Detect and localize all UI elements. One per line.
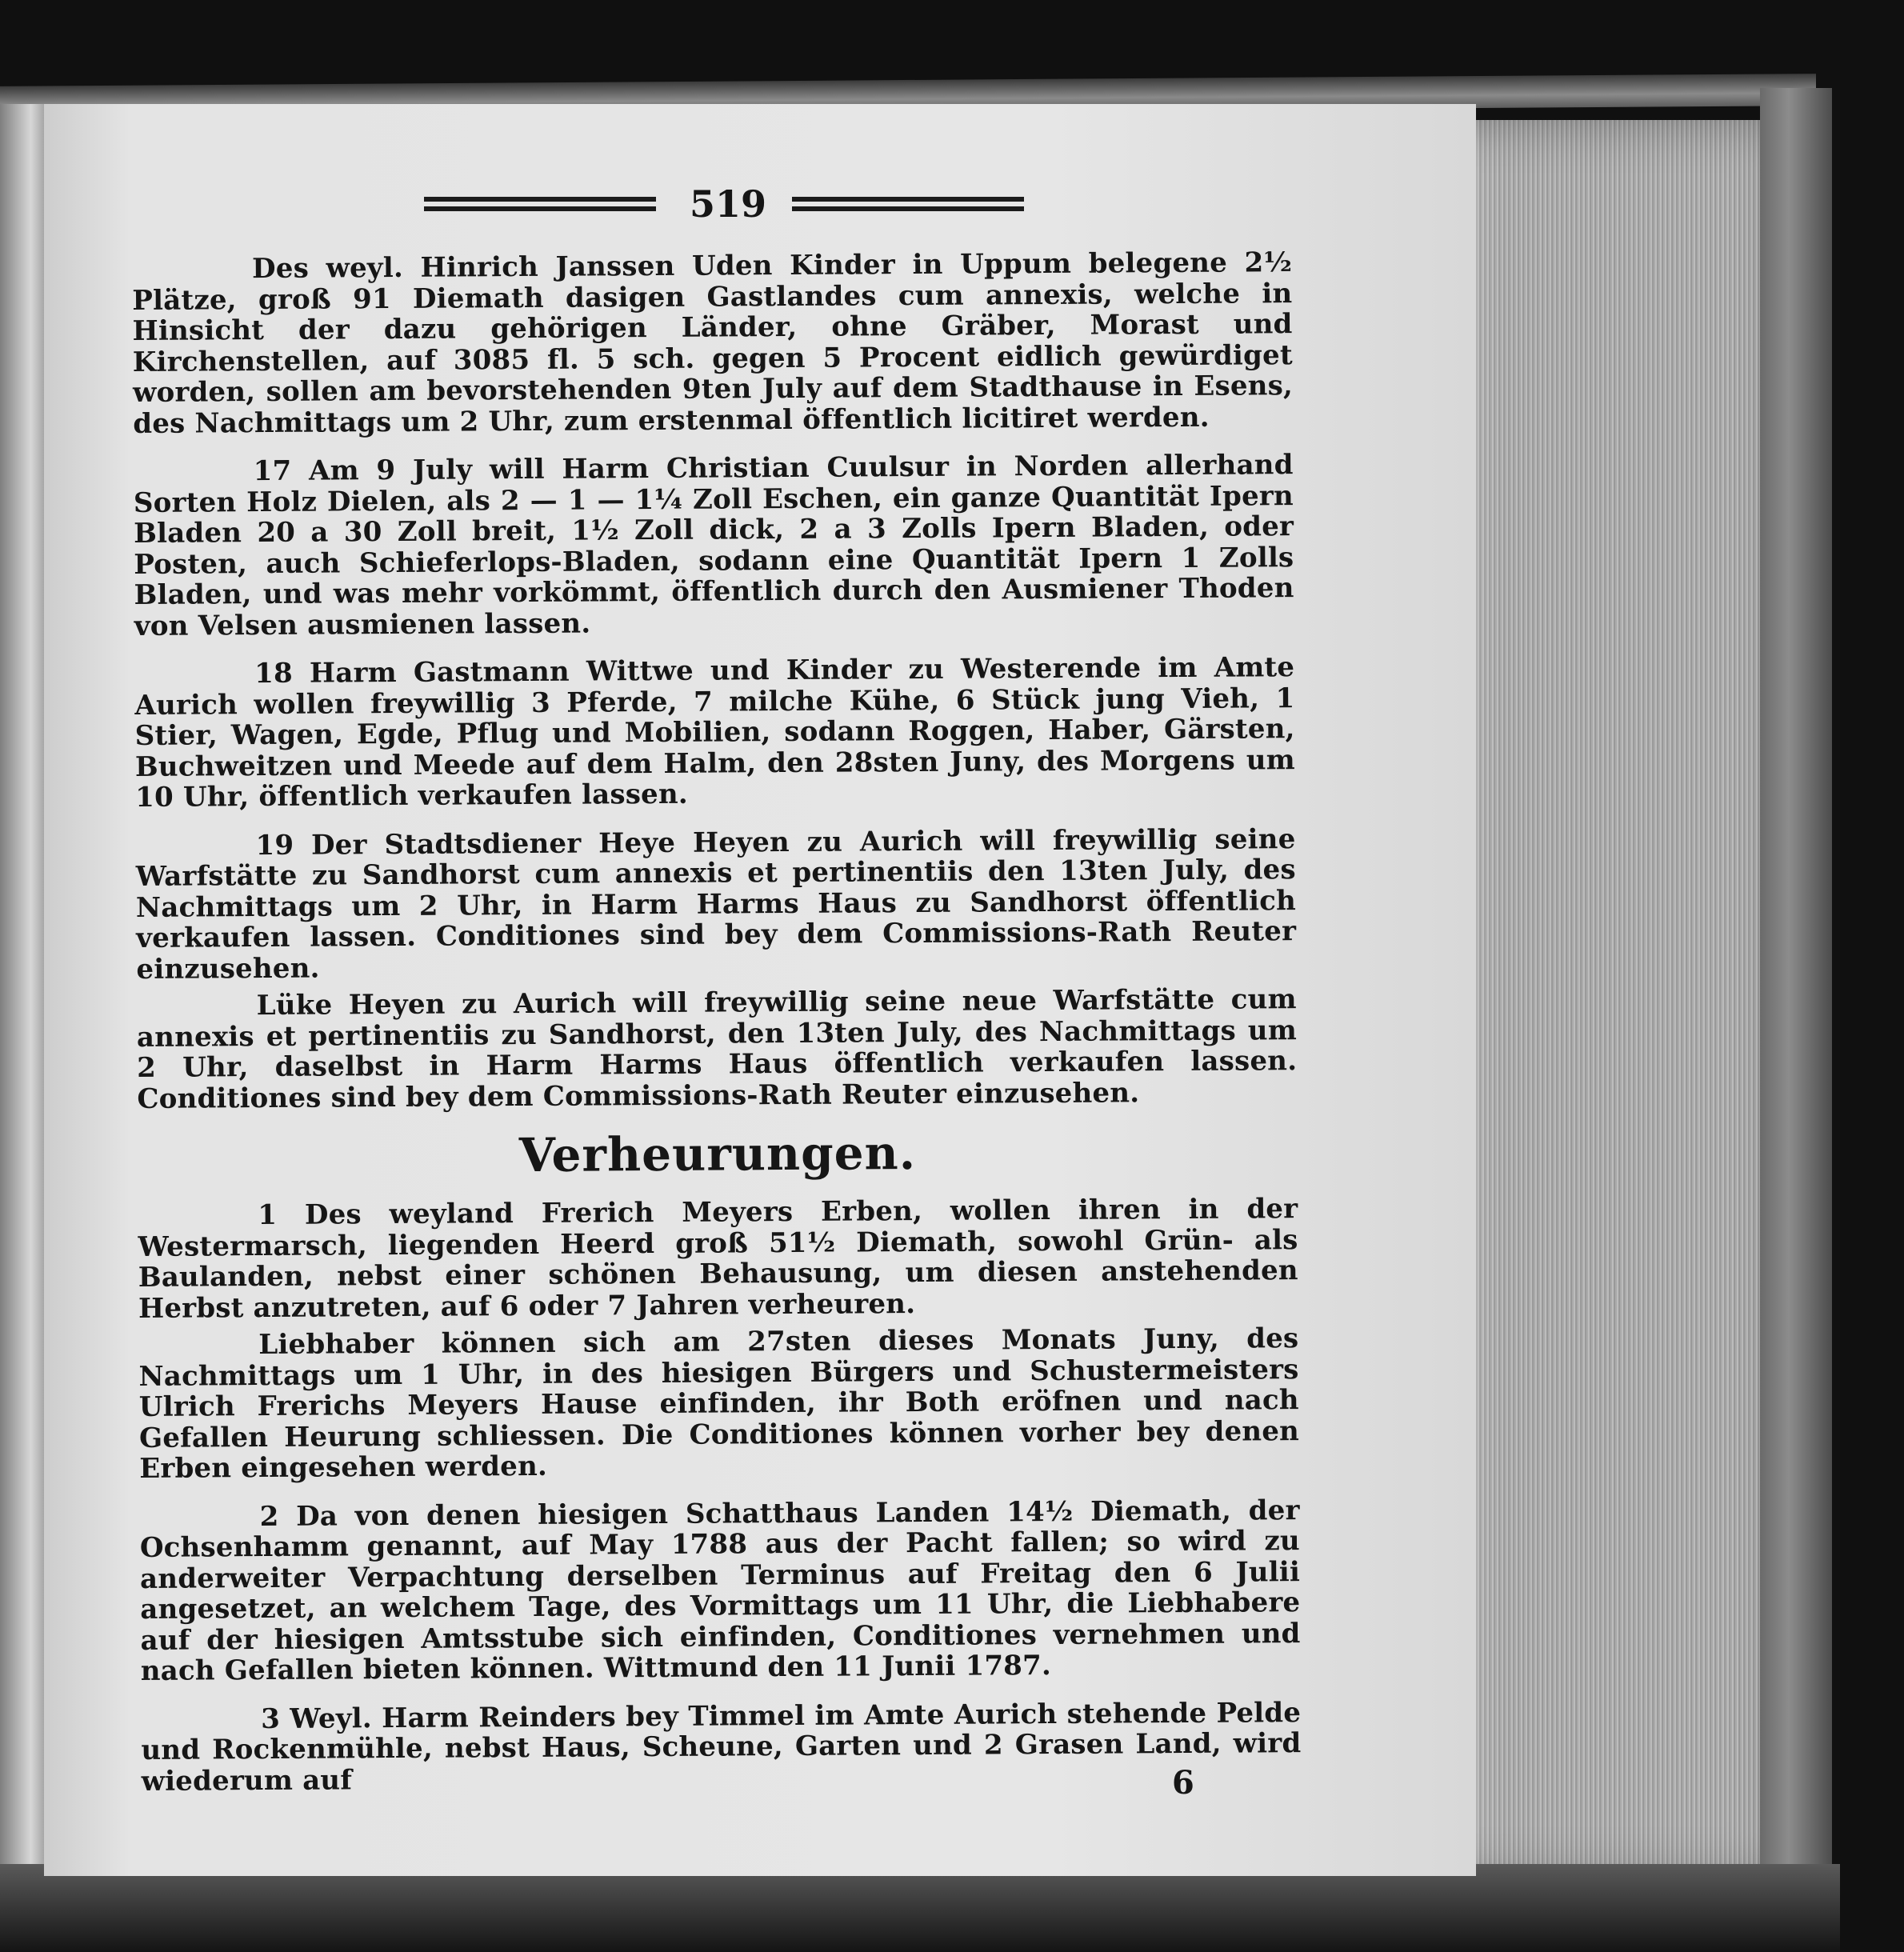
book-cover-edge: [1760, 88, 1832, 1896]
section-title: Verheurungen.: [518, 1126, 917, 1183]
left-page-edge: [0, 104, 44, 1864]
paragraph-sale-17: 17 Am 9 July will Harm Christian Cuulsur in Norden allerhand Sorten Holz Dielen, als 2 — 1 — 1¼ Zoll Eschen, ein ganze Quantität Ipern Bladen 20 a 30 Zoll breit, 1½ Zoll dick, 2 a 3 Zolls Ipern Bladen, oder Posten, auch Schieferlops-Bladen, sodann eine Quantität Ipern 1 Zolls Bladen, und was mehr vorkömmt, öffentlich durch den Ausmiener Thoden von Velsen ausmienen lassen.: [133, 449, 1294, 642]
header-rule-right: [792, 197, 1024, 211]
paragraph-sale-19: 19 Der Stadtsdiener Heye Heyen zu Aurich will freywillig seine Warfstätte zu Sandhorst cum annexis et pertinentiis den 13ten July, des Nachmittags um 2 Uhr, in Harm Harms Haus zu Sandhorst öffentlich verkaufen lassen. Conditiones sind bey dem Commissions-Rath Reuter einzusehen.: [135, 822, 1297, 986]
paragraph-sale-lueke: Lüke Heyen zu Aurich will freywillig seine neue Warfstätte cum annexis et pertinentiis zu Sandhorst, den 13ten July, des Nachmittags um 2 Uhr, daselbst in Harm Harms Haus öffentlich verkaufen lassen. Conditiones sind bey dem Commissions-Rath Reuter einzusehen.: [136, 983, 1298, 1115]
paragraph-sale-uden: Des weyl. Hinrich Janssen Uden Kinder in Uppum belegene 2½ Plätze, groß 91 Diemath dasigen Gastlandes cum annexis, welche in Hinsicht der dazu gehörigen Länder, ohne Gräber, Morast und Kirchenstellen, auf 3085 fl. 5 sch. gegen 5 Procent eidlich gewürdiget worden, sollen am bevorstehenden 9ten July auf dem Stadthause in Esens, des Nachmittags um 2 Uhr, zum erstenmal öffentlich licitiret werden.: [132, 246, 1294, 440]
header-rule-left: [424, 197, 656, 211]
paragraph-rental-1-cont: Liebhaber können sich am 27sten dieses Monats Juny, des Nachmittags um 1 Uhr, in des hiesigen Bürgers und Schustermeisters Ulrich Frerichs Meyers Hause einfinden, ihr Both eröfnen und nach Gefallen Heurung schliessen. Die Conditiones können vorher bey denen Erben eingesehen werden.: [138, 1322, 1300, 1485]
page-header: [424, 182, 1024, 226]
paragraph-rental-2: 2 Da von denen hiesigen Schatthaus Landen 14½ Diemath, der Ochsenhamm genannt, auf May 1788 aus der Pacht fallen; so wird zu anderweiter Verpachtung derselben Terminus auf Freitag den 6 Julii angesetzet, an welchem Tage, des Vormittags um 11 Uhr, die Liebhabere auf der hiesigen Amtsstube sich einfinden, Conditiones vernehmen und nach Gefallen bieten können. Wittmund den 11 Junii 1787.: [139, 1494, 1301, 1687]
page-body: [132, 247, 1302, 1814]
paragraph-rental-3: 3 Weyl. Harm Reinders bey Timmel im Amte Aurich stehende Pelde und Rockenmühle, nebst Haus, Scheune, Garten und 2 Grasen Land, wird wiederum auf: [141, 1696, 1302, 1798]
paragraph-sale-18: 18 Harm Gastmann Wittwe und Kinder zu Westerende im Amte Aurich wollen freywillig 3 Pferde, 7 milche Kühe, 6 Stück jung Vieh, 1 Stier, Wagen, Egde, Pflug und Mobilien, sodann Roggen, Haber, Gärsten, Buchweitzen und Meede auf dem Halm, den 28sten Juny, des Morgens um 10 Uhr, öffentlich verkaufen lassen.: [134, 651, 1296, 814]
paragraph-rental-1: 1 Des weyland Frerich Meyers Erben, wollen ihren in der Westermarsch, liegenden Heerd groß 51½ Diemath, sowohl Grün- als Baulanden, nebst einer schönen Behausung, um diesen anstehenden Herbst anzutreten, auf 6 oder 7 Jahren verheuren.: [138, 1193, 1298, 1325]
bottom-shadow: [0, 1864, 1840, 1952]
signature-mark: 6: [1172, 1764, 1194, 1802]
page-number: 519: [689, 182, 767, 226]
